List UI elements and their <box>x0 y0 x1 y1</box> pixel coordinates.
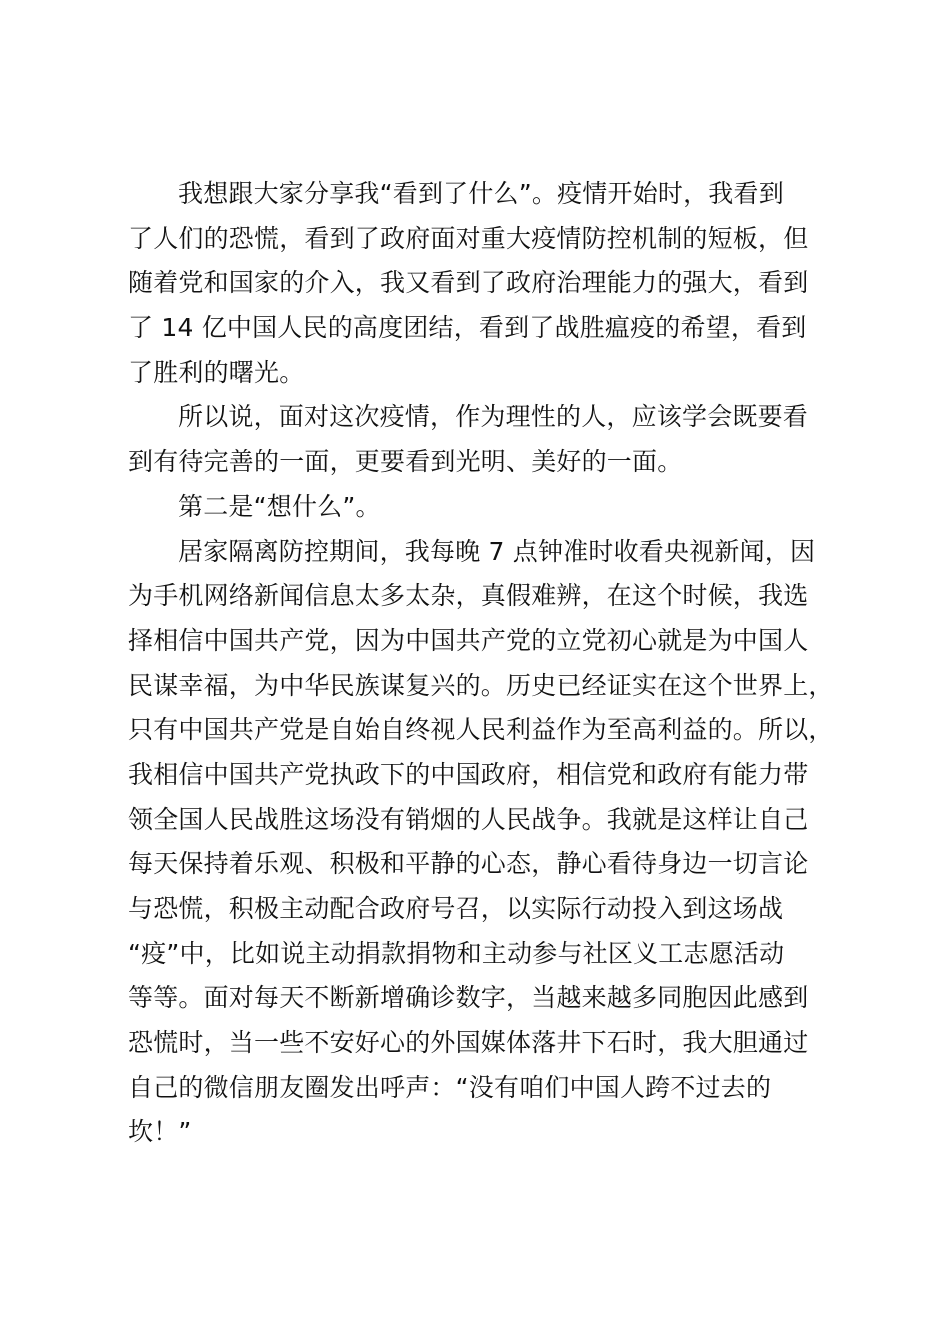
text-line: 只有中国共产党是自始自终视人民利益作为至高利益的。所以， <box>128 715 834 745</box>
text-line: 领全国人民战胜这场没有销烟的人民战争。我就是这样让自己 <box>128 804 809 834</box>
body-text <box>128 172 838 1155</box>
text-line: 我相信中国共产党执政下的中国政府，相信党和政府有能力带 <box>128 759 809 789</box>
text-line: 坎！” <box>128 1117 192 1147</box>
text-line: 所以说，面对这次疫情，作为理性的人，应该学会既要看 <box>178 402 809 432</box>
text-line: “疫”中，比如说主动捐款捐物和主动参与社区义工志愿活动 <box>128 938 785 968</box>
text-line: 随着党和国家的介入，我又看到了政府治理能力的强大，看到 <box>128 268 809 298</box>
text-line: 恐慌时，当一些不安好心的外国媒体落井下石时，我大胆通过 <box>128 1028 809 1058</box>
text-line: 我想跟大家分享我“看到了什么”。疫情开始时，我看到 <box>178 179 784 208</box>
text-line: 等等。面对每天不断新增确诊数字，当越来越多同胞因此感到 <box>128 983 809 1013</box>
text-line: 与恐慌，积极主动配合政府号召，以实际行动投入到这场战 <box>128 894 784 923</box>
text-line: 居家隔离防控期间，我每晚 7 点钟准时收看央视新闻，因 <box>178 536 816 566</box>
text-line: 自己的微信朋友圈发出呼声：“没有咱们中国人跨不过去的 <box>128 1072 772 1102</box>
text-line: 到有待完善的一面，更要看到光明、美好的一面。 <box>128 447 683 477</box>
text-line: 择相信中国共产党，因为中国共产党的立党初心就是为中国人 <box>128 625 809 655</box>
text-line: 为手机网络新闻信息太多太杂，真假难辨，在这个时候，我选 <box>128 581 809 611</box>
section-heading: 第二是“想什么”。 <box>178 491 381 521</box>
text-line: 了人们的恐慌，看到了政府面对重大疫情防控机制的短板，但 <box>128 223 809 253</box>
text-line: 了胜利的曙光。 <box>128 357 305 387</box>
text-line: 每天保持着乐观、积极和平静的心态，静心看待身边一切言论 <box>128 849 809 879</box>
text-line: 了 14 亿中国人民的高度团结，看到了战胜瘟疫的希望，看到 <box>128 313 807 343</box>
text-line: 民谋幸福，为中华民族谋复兴的。历史已经证实在这个世界上， <box>128 670 834 700</box>
